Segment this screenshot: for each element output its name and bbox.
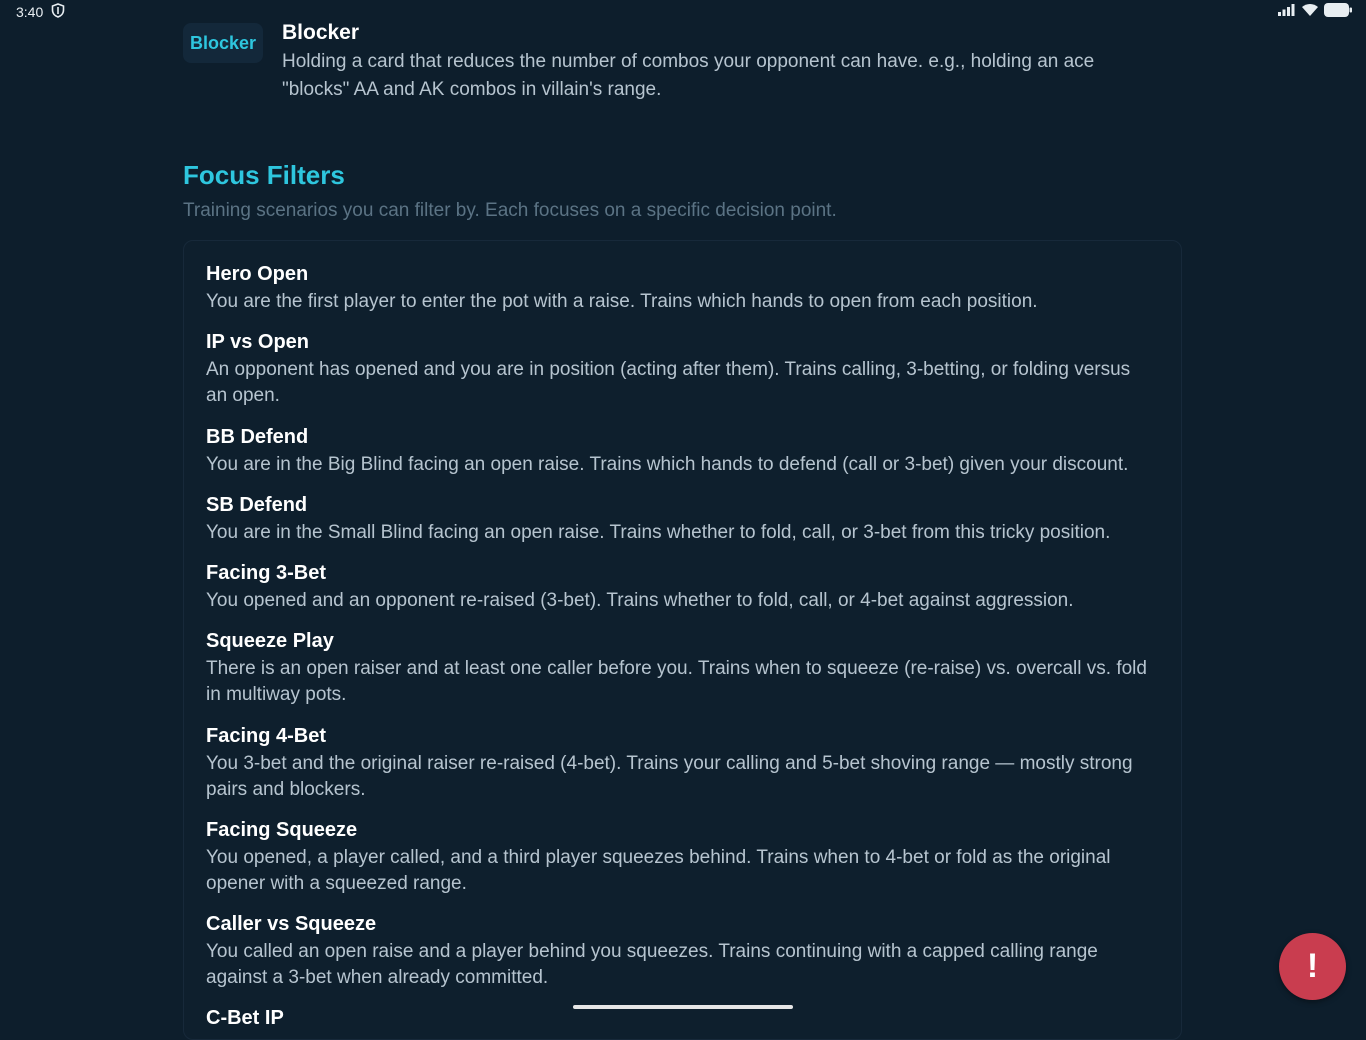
- term-body: [282, 20, 1162, 104]
- filter-description: You 3-bet and the original raiser re-raised (4-bet). Trains your calling and 5-bet shoving range — mostly strong pairs and blockers.: [206, 753, 1133, 800]
- filter-item: [206, 492, 1156, 546]
- filter-item: [206, 911, 1156, 991]
- filter-name: Squeeze Play: [206, 630, 334, 652]
- filter-name: SB Defend: [206, 494, 308, 516]
- filter-item: [206, 723, 1156, 803]
- signal-icon: [1278, 3, 1296, 21]
- filter-name: Facing Squeeze: [206, 819, 358, 841]
- term-description: Holding a card that reduces the number of combos your opponent can have. e.g., holding an ace "blocks" AA and AK combos in villain's range.: [282, 51, 1095, 100]
- section-subtitle: Training scenarios you can filter by. Each focuses on a specific decision point.: [183, 200, 837, 221]
- shield-icon: [51, 3, 65, 21]
- filter-name: Hero Open: [206, 263, 309, 285]
- term-badge: Blocker: [183, 23, 263, 63]
- filter-description: You are in the Small Blind facing an open raise. Trains whether to fold, call, or 3-bet from this tricky position.: [206, 522, 1111, 543]
- filter-description: There is an open raiser and at least one caller before you. Trains when to squeeze (re-raise) vs. overcall vs. fold in multiway pots.: [206, 658, 1147, 705]
- status-right: [1278, 3, 1352, 22]
- filter-name: BB Defend: [206, 426, 309, 448]
- status-bar: [0, 0, 1366, 24]
- home-indicator[interactable]: [573, 1005, 793, 1009]
- filter-name: Facing 3-Bet: [206, 562, 327, 584]
- filter-description: An opponent has opened and you are in position (acting after them). Trains calling, 3-betting, or folding versus an open.: [206, 359, 1131, 406]
- report-fab-button[interactable]: [1279, 933, 1346, 1000]
- filter-description: You called an open raise and a player behind you squeezes. Trains continuing with a capped calling range against a 3-bet when already committed.: [206, 941, 1098, 988]
- filter-item: [206, 261, 1156, 315]
- focus-filters-card: [183, 240, 1182, 1040]
- filter-item: [206, 817, 1156, 897]
- term-title: Blocker: [282, 21, 360, 44]
- filter-description: You are the first player to enter the pot with a raise. Trains which hands to open from each position.: [206, 291, 1038, 312]
- wifi-icon: [1302, 3, 1318, 21]
- filter-name: Caller vs Squeeze: [206, 913, 377, 935]
- section-title: Focus Filters: [183, 160, 345, 190]
- filter-description: You opened, a player called, and a third player squeezes behind. Trains when to 4-bet or fold as the original opener with a squeezed range.: [206, 847, 1111, 894]
- filter-description: You opened and an opponent re-raised (3-bet). Trains whether to fold, call, or 4-bet against aggression.: [206, 590, 1074, 611]
- filter-name: C-Bet IP: [206, 1007, 284, 1029]
- filter-item: [206, 424, 1156, 478]
- filter-item: [206, 329, 1156, 409]
- filter-name: IP vs Open: [206, 331, 310, 353]
- filter-item: [206, 628, 1156, 708]
- status-left: [16, 3, 65, 21]
- filter-item: [206, 560, 1156, 614]
- filter-name: Facing 4-Bet: [206, 725, 327, 747]
- exclamation-icon: !: [1306, 947, 1319, 985]
- status-time: 3:40: [16, 4, 44, 20]
- filter-description: You are in the Big Blind facing an open raise. Trains which hands to defend (call or 3-bet) given your discount.: [206, 454, 1129, 475]
- battery-icon: [1324, 3, 1352, 22]
